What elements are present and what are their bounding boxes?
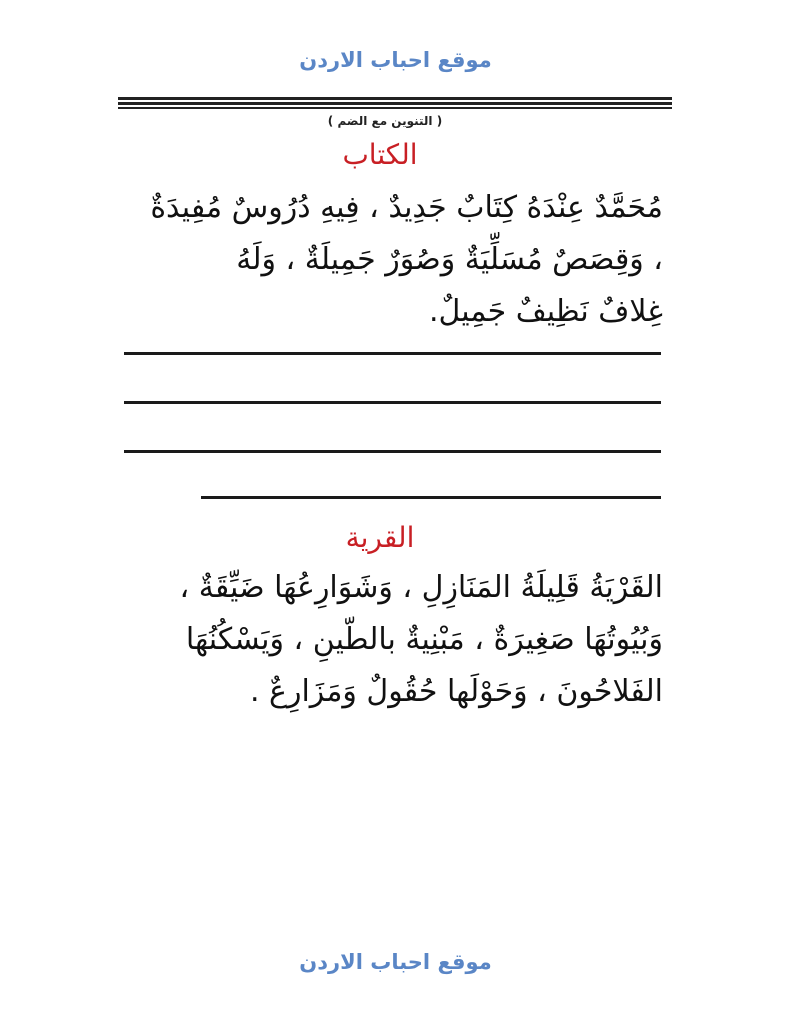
paragraph-line: غِلافٌ نَظِيفٌ جَمِيلٌ. [428, 294, 663, 329]
site-footer-watermark: موقع احباب الاردن [299, 950, 492, 974]
writing-line [124, 352, 661, 355]
lesson-subtitle: ( التنوين مع الضم ) [327, 114, 443, 128]
writing-line [124, 401, 661, 404]
paragraph-line: مُحَمَّدٌ عِنْدَهُ كِتَابٌ جَدِيدٌ ، فِيهِ دُرُوسٌ مُفِيدَةٌ [150, 190, 663, 225]
paragraph-line: الفَلاحُونَ ، وَحَوْلَها حُقُولٌ وَمَزَارِعٌ . [249, 674, 663, 709]
section-title-village: القرية [345, 521, 415, 554]
section-title-book: الكتاب [342, 138, 418, 171]
paragraph-line: وَبُيُوتُهَا صَغِيرَةٌ ، مَبْنِيةٌ بالطّينِ ، وَيَسْكُنُهَا [185, 622, 663, 657]
paragraph-book [123, 182, 663, 338]
double-rule-divider [118, 97, 672, 109]
paragraph-village [123, 562, 663, 718]
site-header-watermark: موقع احباب الاردن [299, 48, 492, 72]
writing-line [124, 450, 661, 453]
paragraph-line: ، وَقِصَصٌ مُسَلِّيَةٌ وَصُوَرٌ جَمِيلَةٌ ، وَلَهُ [236, 242, 663, 277]
paragraph-line: القَرْيَةُ قَلِيلَةُ المَنَازِلِ ، وَشَوَارِعُهَا ضَيِّقَةٌ ، [179, 570, 663, 605]
writing-line [201, 496, 661, 499]
